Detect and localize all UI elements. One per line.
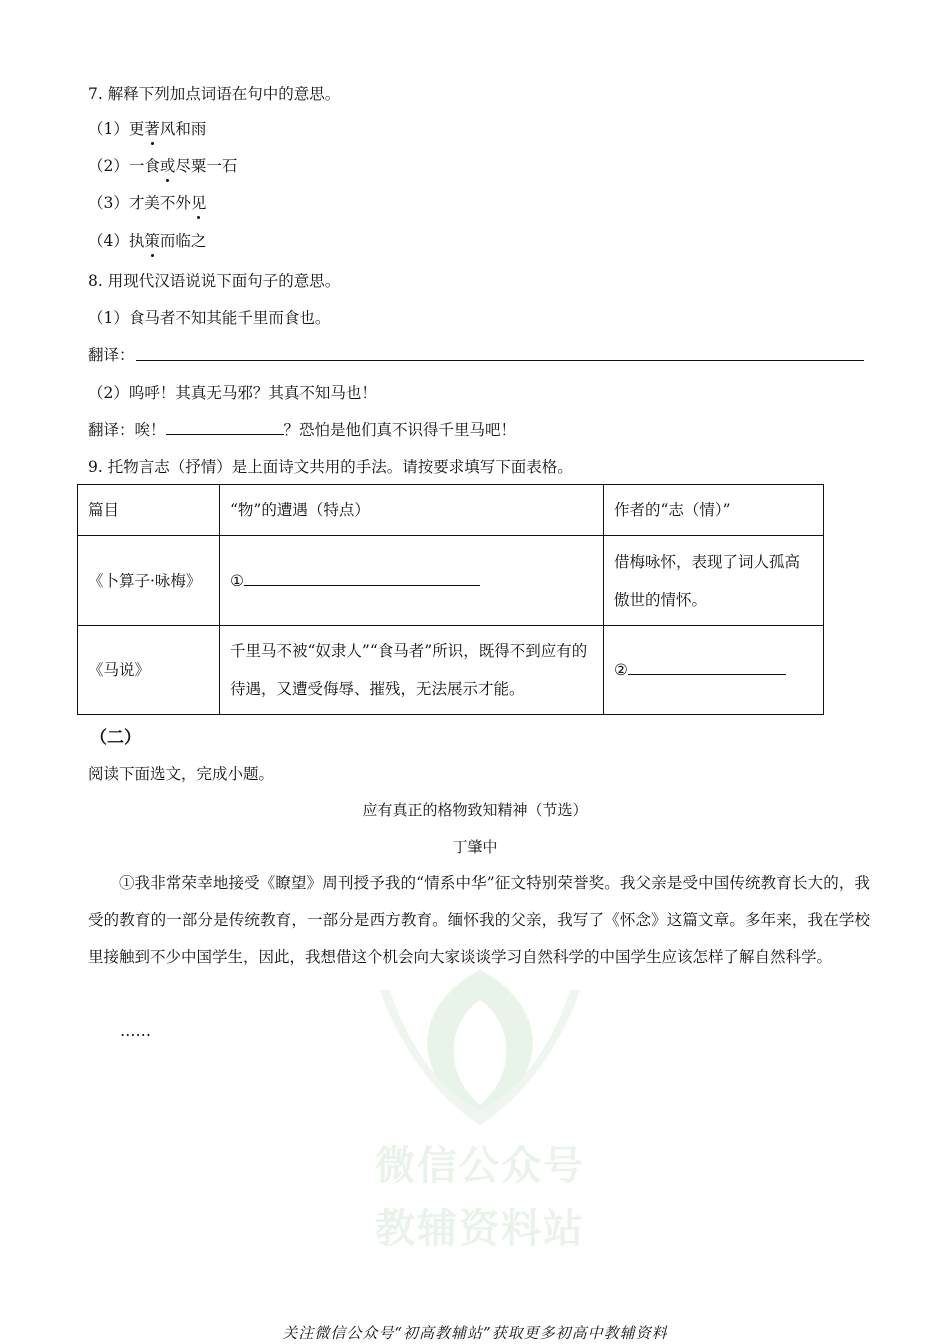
row1-aspiration: 借梅咏怀，表现了词人孤高傲世的情怀。 [604,536,824,626]
q7-item-1: （1）更著风和雨 [88,117,206,139]
q9-stem: 9. 托物言志（抒情）是上面诗文共用的手法。请按要求填写下面表格。 [88,458,573,476]
q8-answer-line-1[interactable] [136,360,864,361]
footer-note: 关注微信公众号“初高教辅站”获取更多初高中教辅资料 [282,1324,668,1342]
answer-blank-2[interactable] [628,662,786,675]
row1-blank-cell: ① [220,536,604,626]
q7-stem: 7. 解释下列加点词语在句中的意思。 [88,85,341,103]
row2-description: 千里马不被“奴隶人”“食马者”所识，既得不到应有的待遇，又遭受侮辱、摧残，无法展示才能。 [220,626,604,715]
article-author: 丁肇中 [452,838,498,856]
row2-blank-cell: ② [604,626,824,715]
dotted-word: 著 [144,117,160,139]
header-thing: “物”的遭遇（特点） [220,485,604,536]
watermark [360,960,600,1250]
q8-stem: 8. 用现代汉语说说下面句子的意思。 [88,272,341,290]
table-row [78,536,824,626]
reading-instruction: 阅读下面选文，完成小题。 [88,765,275,783]
q8-translation-label: 翻译： [88,346,135,364]
dotted-word: 或 [160,154,176,176]
watermark-line-1: 微信公众号 [375,1143,585,1189]
section-heading: （二） [90,728,141,748]
dotted-word: 策 [144,229,160,251]
header-title: 篇目 [78,485,220,536]
paragraph-1: ①我非常荣幸地接受《瞭望》周刊授予我的“情系中华”征文特别荣誉奖。我父亲是受中国传统教育长大的，我受的教育的一部分是传统教育，一部分是西方教育。缅怀我的父亲，我写了《怀念》这篇文章。多年来，我在学校里接触到不少中国学生，因此，我想借这个机会向大家谈谈学习自然科学的中国学生应该怎样了解自然科学。 [88,874,870,966]
answer-blank-1[interactable] [244,573,480,586]
q7-item-3: （3）才美不外见 [88,191,206,213]
dotted-word: 见 [191,191,207,213]
table-header-row [78,485,824,536]
row2-title: 《马说》 [78,626,220,715]
q8-sentence-2: （2）呜呼！其真无马邪？其真不知马也！ [88,384,377,402]
watermark-line-2: 教辅资料站 [375,1206,585,1252]
ellipsis: …… [120,1022,151,1040]
article-title: 应有真正的格物致知精神（节选） [362,801,588,819]
q7-item-4: （4）执策而临之 [88,229,206,251]
q7-item-2: （2）一食或尽粟一石 [88,154,237,176]
q9-table [77,484,824,715]
leaf-logo-icon [360,960,600,1130]
q8-answer-blank-2[interactable] [166,422,284,435]
table-row [78,626,824,715]
header-aspiration: 作者的“志（情）” [604,485,824,536]
q8-translation-2: 翻译：唉！ ？恐怕是他们真不识得千里马吧！ [88,421,517,439]
row1-title: 《卜算子·咏梅》 [78,536,220,626]
q8-sentence-1: （1）食马者不知其能千里而食也。 [88,309,331,327]
